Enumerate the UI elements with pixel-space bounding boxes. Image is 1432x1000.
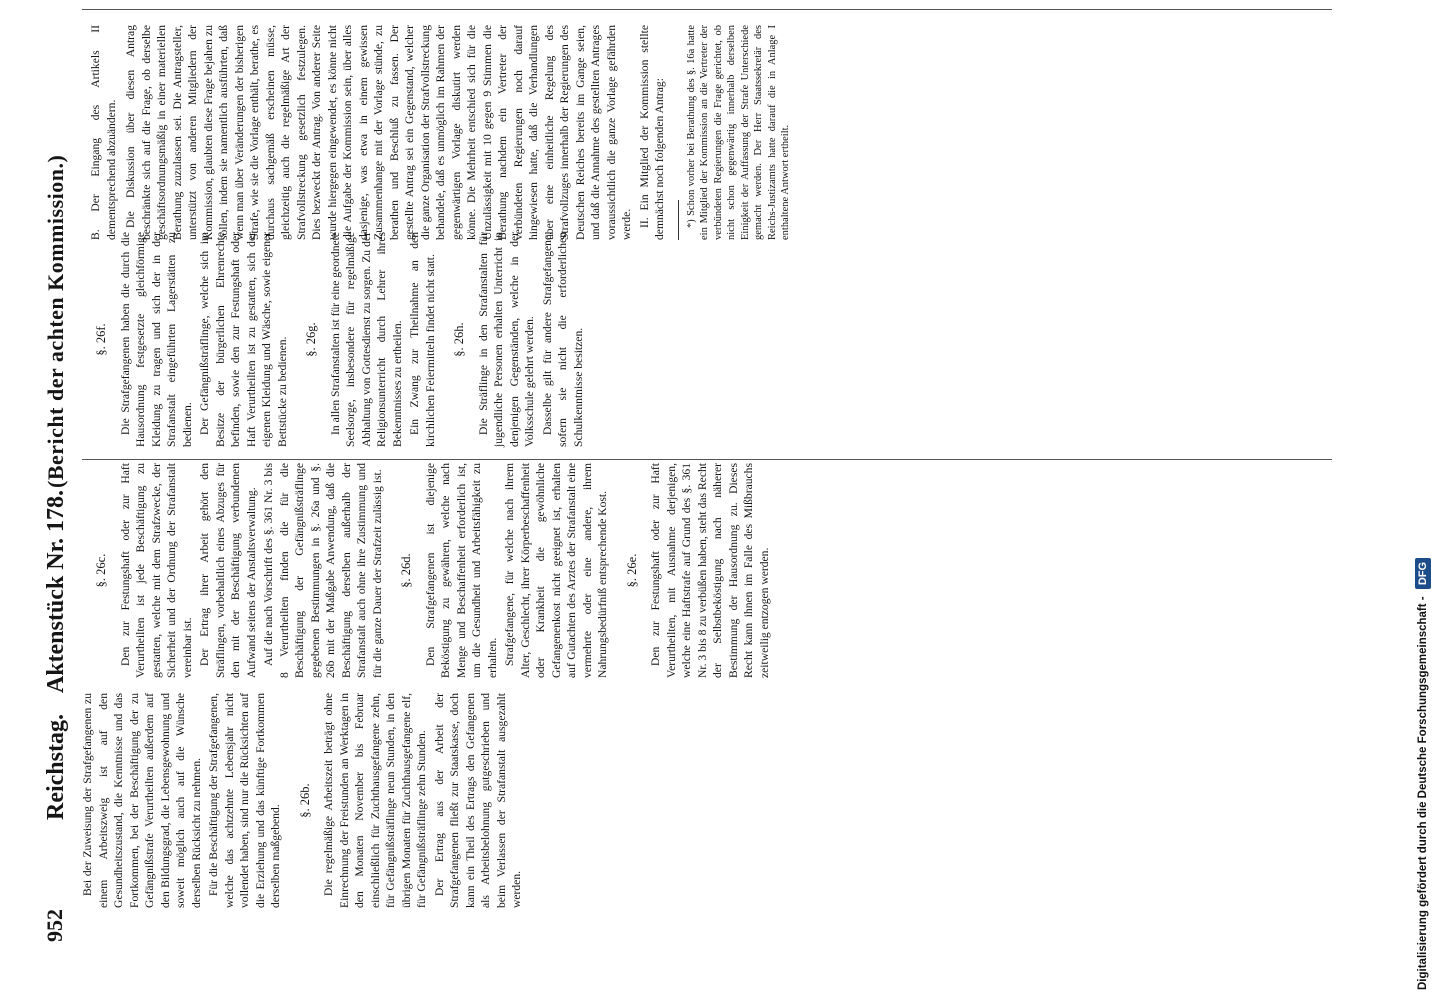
paragraph: Für die Beschäftigung der Strafgefangenen, welche das achtzehnte Lebensjahr nicht vollendet haben, sind nur die Rücksichten auf die Erziehung und das künftige Fortkommen derselben maßgebend. [207, 693, 282, 908]
paragraph: Bei der Zuweisung der Strafgefangenen zu einem Arbeitszweig ist auf den Gesundheitszustand, die Kenntnisse und das Fortkommen, bei der Beschäftigung der zu Gefängnißstrafe Verurtheilten außerdem auf den Bildungsgrad, die Lebensgewohnung und soweit möglich auch auf die Wünsche derselben Rücksicht zu nehmen. [81, 693, 203, 908]
text-column-1 [80, 693, 527, 908]
paragraph: In allen Strafanstalten ist für eine geordnete Seelsorge, insbesondere für regelmäßige Abhaltung von Gottesdienst zu sorgen. Zu der Religionsunterricht durch Lehrer ihres Bekenntnisses zu ertheilen. [328, 232, 404, 447]
dfg-logo: DFG [1415, 558, 1431, 589]
paragraph: Die Diskussion über diesen Antrag beschränkte sich auf die Frage, ob derselbe geschäftsordnungsmäßig in einer materiellen Berathung zuzulassen sei. Die Antragsteller, unterstützt von anderen Mitgliedern der Kommission, glaubten diese Frage bejahen zu sollen, indem sie namentlich ausführten, daß wenn man über Veränderungen der bisherigen Strafe, wie sie die Vorlage enthält, berathe, es durchaus sachgemäß erscheinen müsse, gleichzeitig auch die regelmäßige Art der Strafvollstreckung gesetzlich festzulegen. Dies bezweckt der Antrag. Von anderer Seite wurde hiergegen eingewendet, es könne nicht die Aufgabe der Kommission sein, über alles dasjenige, was etwa in einem gewissen Zusammenhange mit der Vorlage stünde, zu berathen und Beschluß zu fassen. Der gestellte Antrag sei ein Gegenstand, welcher die ganze Organisation der Strafvollstreckung behandele, daß es unmöglich im Rahmen der gegenwärtigen Vorlage diskutirt werden könne. Die Mehrheit entschied sich für die Unzulässigkeit mit 10 gegen 9 Stimmen die Berathung nachdem ein Vertreter der verbündeten Regierungen noch darauf hingewiesen hatte, daß die Verhandlungen über eine einheitliche Regelung des Strafvollzuges innerhalb der Regierungen des Deutschen Reiches bereits im Gange seien, und daß die Annahme des gestellten Antrages voraussichtlich die ganze Vorlage gefährden werde. [124, 25, 633, 240]
paragraph: Der Gefängnißsträflinge, welche sich im Besitze der bürgerlichen Ehrenrechte befinden, sowie den zur Festungshaft oder Haft Verurtheilten ist zu gestatten, sich der eigenen Kleidung und Wäsche, sowie eigener Bettstücke zu bedienen. [198, 232, 289, 447]
section-heading: §. 26d. [399, 553, 413, 588]
credit-text: Digitalisierung gefördert durch die Deutsche Forschungsgemeinschaft - [1417, 596, 1429, 990]
report-title: (Bericht der achten Kommission.) [43, 154, 68, 488]
footnote: *) Schon vorher bei Berathung des §. 16a hatte ein Mitglied der Kommission an die Vertreter der verbündeten Regierungen die Frage gerichtet, ob nicht schon gegenwärtig innerhalb derselben Einigkeit der Auffassung der Strafe Unterschiede gemacht werden. Der Herr Staatssekretär des Reichs-Justizamts hatte darauf die in Anlage I enthaltene Antwort ertheilt. [685, 25, 791, 240]
paragraph: Ein Zwang zur Theilnahme an den kirchlichen Feiermitteln findet nicht statt. [408, 232, 437, 447]
paragraph: Auf die nach Vorschrift des §. 361 Nr. 3 bis 8 Verurtheilten finden die für die Beschäftigung der Gefängnißsträflinge gegebenen Bestimmungen in §. 26a und §. 26b mit der Maßgabe Anwendung, daß die Beschäftigung derselben außerhalb der Strafanstalt auch ohne ihre Zustimmung und für die ganze Dauer der Strafzeit zulässig ist. [262, 463, 384, 678]
text-column-4 [80, 25, 795, 240]
section-heading: §. 26b. [297, 783, 312, 818]
paragraph: II. Ein Mitglied der Kommission stellte demnächst noch folgenden Antrag: [637, 25, 666, 240]
paragraph: Strafgefangene, für welche nach ihrem Alter, Geschlecht, ihrer Körperbeschaffenheit oder Krankheit die gewöhnliche Gefangenenkost nicht geeignet ist, erhalten auf Gutachten des Arztes der Strafanstalt eine vermehrte oder eine andere, ihrem Nahrungsbedürfniß entsprechende Kost. [503, 463, 609, 678]
subsection-heading: B. Der Eingang des Artikels II dementsprechend abzuändern. [89, 25, 118, 240]
running-header [28, 0, 88, 1000]
text-column-3 [80, 232, 588, 447]
paragraph: Die Strafgefangenen haben die durch die Hausordnung festgesetzte gleichförmige Kleidung zu tragen und sich der in der Strafanstalt eingeführten Lagerstätten zu bedienen. [118, 232, 194, 447]
header-left [36, 490, 76, 820]
paragraph: Die Sträflinge in den Strafanstalten für jugendliche Personen erhalten Unterricht in denjenigen Gegenständen, welche in der Volksschule gelehrt werden. [476, 232, 536, 447]
section-heading: §. 26h. [452, 322, 466, 357]
digitization-credit [1410, 0, 1432, 1000]
header-right [36, 18, 76, 488]
column-divider [82, 459, 1332, 460]
credit-line [1412, 0, 1432, 1000]
paragraph: Der Ertrag ihrer Arbeit gehört den Sträflingen, vorbehaltlich eines Abzuges für den mit der Beschäftigung verbundenen Aufwand seitens der Anstaltsverwaltung. [198, 463, 258, 678]
section-heading: §. 26f. [94, 323, 108, 356]
page-edge-line [82, 9, 1332, 10]
footnote-rule [678, 200, 679, 240]
paragraph: Den zur Festungshaft oder zur Haft Verurtheilten ist jede Beschäftigung zu gestatten, welche mit dem Strafzwecke, der Sicherheit und der Ordnung der Strafanstalt vereinbar ist. [118, 463, 194, 678]
paragraph: Die regelmäßige Arbeitszeit beträgt ohne Einrechnung der Freistunden an Werktagen in den Monaten November bis Februar einschließlich für Zuchthausgefangene zehn, für Gefängnißsträflinge neun Stunden, in den übrigen Monaten für Zuchthausgefangene elf, für Gefängnißsträflinge zehn Stunden. [322, 693, 428, 908]
paragraph: Dasselbe gilt für andere Strafgefangene, sofern sie nicht die erforderlichen Schulkenntnisse besitzen. [540, 232, 585, 447]
paragraph: Den Strafgefangenen ist diejenige Beköstigung zu gewähren, welche nach Menge und Beschaffenheit erforderlich ist, um die Gesundheit und Arbeitsfähigkeit zu erhalten. [423, 463, 499, 678]
section-heading: §. 26g. [304, 322, 318, 357]
document-number: Aktenstück Nr. 178. [42, 490, 69, 694]
chamber-name: Reichstag. [42, 714, 69, 820]
section-heading: §. 26e. [624, 553, 639, 588]
paragraph: Den zur Festungshaft oder zur Haft Verurtheilten, mit Ausnahme derjenigen, welche eine Haftstrafe auf Grund des §. 361 Nr. 3 bis 8 zu verbüßen haben, steht das Recht der Selbstbeköstigung nach näherer Bestimmung der Hausordnung zu. Dieses Recht kann ihnen im Falle des Mißbrauchs zeitweilig entzogen werden. [649, 463, 771, 678]
paragraph: Der Ertrag aus der Arbeit der Strafgefangenen fließt zur Staatskasse, doch kann ein Theil des Ertrags den Gefangenen als Arbeitsbelohnung gutgeschrieben und beim Verlassen der Strafanstalt ausgezahlt werden. [432, 693, 523, 908]
section-heading: §. 26c. [94, 553, 108, 588]
page-number: 952 [42, 909, 67, 942]
text-column-2 [80, 463, 774, 678]
